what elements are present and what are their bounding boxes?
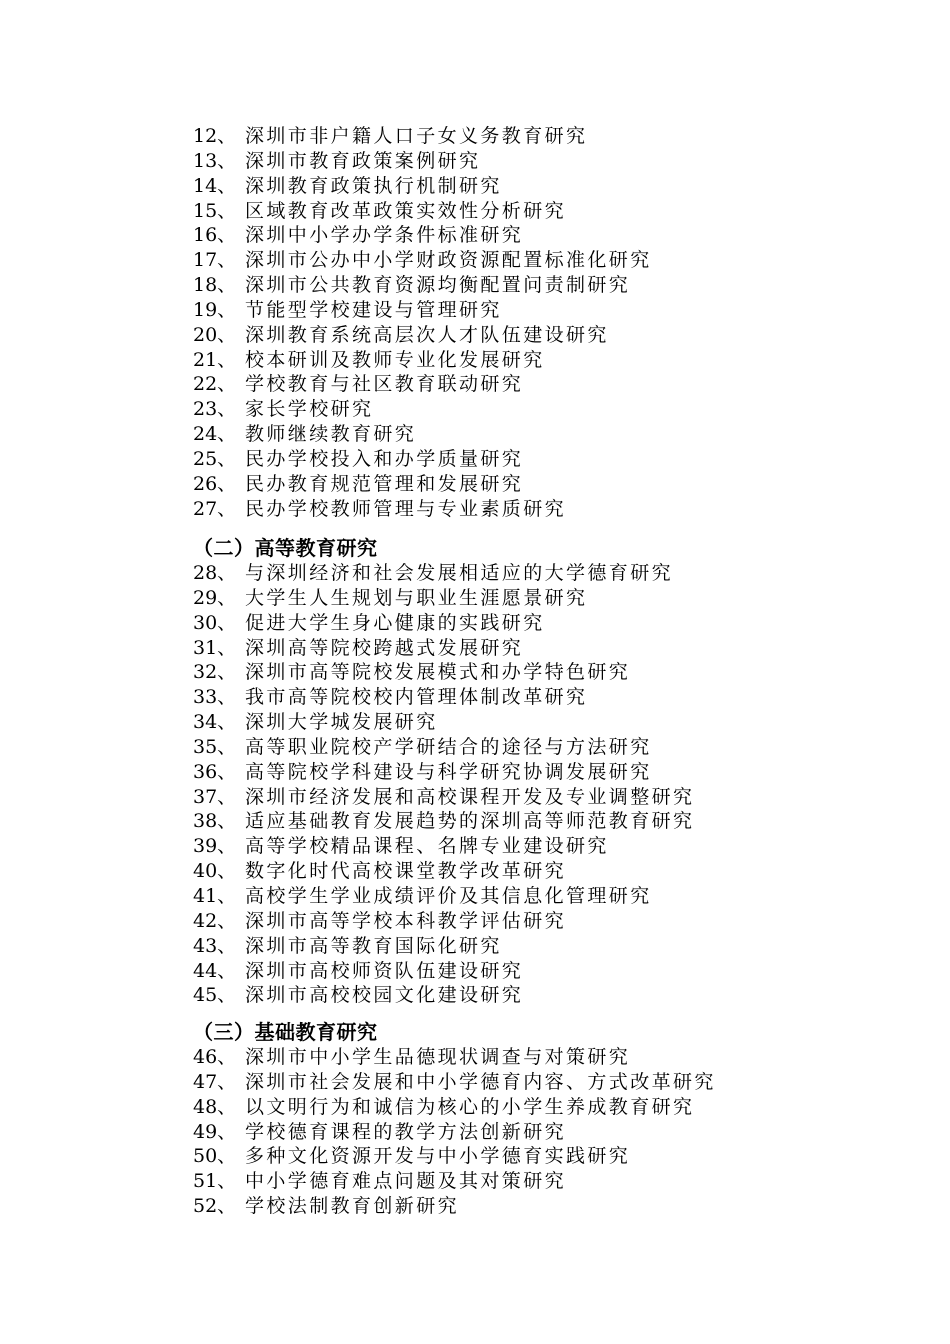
item-number: 23、 [193, 398, 237, 421]
list-item [193, 1194, 893, 1219]
item-text: 我市高等院校校内管理体制改革研究 [245, 686, 588, 709]
item-text: 深圳市高等学校本科教学评估研究 [245, 909, 567, 932]
item-number: 15、 [193, 199, 237, 222]
item-text: 以文明行为和诚信为核心的小学生养成教育研究 [245, 1095, 695, 1118]
item-text: 数字化时代高校课堂教学改革研究 [245, 860, 567, 883]
item-number: 45、 [193, 984, 237, 1007]
list-item [193, 472, 893, 497]
list-item [193, 248, 893, 273]
item-text: 适应基础教育发展趋势的深圳高等师范教育研究 [245, 810, 695, 833]
item-text: 深圳市教育政策案例研究 [245, 149, 481, 172]
list-item [193, 785, 893, 810]
item-number: 48、 [193, 1095, 237, 1118]
item-number: 51、 [193, 1170, 237, 1193]
list-item [193, 1169, 893, 1194]
item-text: 深圳市高等院校发展模式和办学特色研究 [245, 661, 631, 684]
list-item [193, 934, 893, 959]
list-item [193, 1120, 893, 1145]
item-text: 教师继续教育研究 [245, 423, 417, 446]
list-item [193, 1144, 893, 1169]
item-text: 深圳教育系统高层次人才队伍建设研究 [245, 323, 609, 346]
item-text: 深圳高等院校跨越式发展研究 [245, 636, 524, 659]
item-number: 22、 [193, 373, 237, 396]
item-text: 区域教育改革政策实效性分析研究 [245, 199, 567, 222]
list-item [193, 685, 893, 710]
list-item [193, 348, 893, 373]
list-item [193, 174, 893, 199]
item-text: 民办学校教师管理与专业素质研究 [245, 497, 567, 520]
item-text: 校本研训及教师专业化发展研究 [245, 348, 545, 371]
list-item [193, 447, 893, 472]
item-text: 深圳市经济发展和高校课程开发及专业调整研究 [245, 785, 695, 808]
section-basic-education [193, 1019, 893, 1219]
item-number: 31、 [193, 636, 237, 659]
item-number: 12、 [193, 125, 237, 147]
item-text: 深圳市中小学生品德现状调查与对策研究 [245, 1046, 631, 1068]
item-text: 深圳市非户籍人口子女义务教育研究 [245, 125, 588, 147]
list-item [193, 397, 893, 422]
item-text: 高等院校学科建设与科学研究协调发展研究 [245, 760, 652, 783]
list-item [193, 660, 893, 685]
item-text: 家长学校研究 [245, 398, 374, 421]
item-text: 中小学德育难点问题及其对策研究 [245, 1170, 567, 1193]
section-heading: （二）高等教育研究 [193, 536, 378, 560]
item-number: 16、 [193, 224, 237, 247]
item-number: 30、 [193, 611, 237, 634]
list-item [193, 611, 893, 636]
item-number: 50、 [193, 1145, 237, 1168]
list-item [193, 959, 893, 984]
list-item [193, 124, 893, 149]
research-topic-list-continued [193, 124, 893, 522]
item-text: 学校教育与社区教育联动研究 [245, 373, 524, 396]
list-item [193, 859, 893, 884]
item-text: 深圳市社会发展和中小学德育内容、方式改革研究 [245, 1070, 716, 1093]
list-item [193, 1095, 893, 1120]
item-number: 39、 [193, 835, 237, 858]
list-item [193, 1070, 893, 1095]
item-number: 25、 [193, 447, 237, 470]
item-text: 深圳教育政策执行机制研究 [245, 174, 502, 197]
list-item [193, 983, 893, 1008]
item-number: 43、 [193, 934, 237, 957]
item-number: 44、 [193, 959, 237, 982]
item-text: 民办学校投入和办学质量研究 [245, 447, 524, 470]
item-number: 41、 [193, 884, 237, 907]
section-higher-education [193, 535, 893, 1008]
item-number: 28、 [193, 562, 237, 584]
list-item [193, 735, 893, 760]
list-item [193, 1045, 893, 1070]
list-item [193, 199, 893, 224]
item-text: 多种文化资源开发与中小学德育实践研究 [245, 1145, 631, 1168]
list-item [193, 834, 893, 859]
item-number: 33、 [193, 686, 237, 709]
item-text: 大学生人生规划与职业生涯愿景研究 [245, 586, 588, 609]
item-text: 深圳大学城发展研究 [245, 711, 438, 734]
list-item [193, 372, 893, 397]
item-number: 20、 [193, 323, 237, 346]
list-item [193, 223, 893, 248]
item-number: 24、 [193, 423, 237, 446]
list-item [193, 323, 893, 348]
item-number: 52、 [193, 1195, 237, 1218]
item-text: 深圳市公共教育资源均衡配置问责制研究 [245, 274, 631, 297]
section-heading: （三）基础教育研究 [193, 1020, 378, 1044]
list-item [193, 149, 893, 174]
item-number: 32、 [193, 661, 237, 684]
item-number: 27、 [193, 497, 237, 520]
item-text: 学校法制教育创新研究 [245, 1195, 460, 1218]
item-number: 46、 [193, 1046, 237, 1068]
item-text: 学校德育课程的教学方法创新研究 [245, 1120, 567, 1143]
item-number: 35、 [193, 735, 237, 758]
list-item [193, 909, 893, 934]
item-text: 促进大学生身心健康的实践研究 [245, 611, 545, 634]
item-number: 26、 [193, 472, 237, 495]
list-item [193, 586, 893, 611]
item-text: 高校学生学业成绩评价及其信息化管理研究 [245, 884, 652, 907]
item-text: 深圳市公办中小学财政资源配置标准化研究 [245, 249, 652, 272]
list-item [193, 422, 893, 447]
item-number: 29、 [193, 586, 237, 609]
item-text: 与深圳经济和社会发展相适应的大学德育研究 [245, 562, 674, 584]
list-item [193, 497, 893, 522]
item-text: 高等职业院校产学研结合的途径与方法研究 [245, 735, 652, 758]
item-text: 高等学校精品课程、名牌专业建设研究 [245, 835, 609, 858]
item-number: 17、 [193, 249, 237, 272]
item-text: 节能型学校建设与管理研究 [245, 298, 502, 321]
item-number: 21、 [193, 348, 237, 371]
list-item [193, 760, 893, 785]
item-text: 民办教育规范管理和发展研究 [245, 472, 524, 495]
item-text: 深圳市高等教育国际化研究 [245, 934, 502, 957]
item-number: 34、 [193, 711, 237, 734]
item-number: 40、 [193, 860, 237, 883]
item-number: 14、 [193, 174, 237, 197]
item-text: 深圳市高校校园文化建设研究 [245, 984, 524, 1007]
item-number: 38、 [193, 810, 237, 833]
item-number: 36、 [193, 760, 237, 783]
list-item [193, 884, 893, 909]
item-number: 19、 [193, 298, 237, 321]
item-number: 13、 [193, 149, 237, 172]
list-item [193, 636, 893, 661]
item-number: 47、 [193, 1070, 237, 1093]
list-item [193, 809, 893, 834]
list-item [193, 561, 893, 586]
list-item [193, 273, 893, 298]
item-number: 18、 [193, 274, 237, 297]
list-item [193, 710, 893, 735]
item-number: 42、 [193, 909, 237, 932]
list-item [193, 298, 893, 323]
item-number: 37、 [193, 785, 237, 808]
item-number: 49、 [193, 1120, 237, 1143]
item-text: 深圳中小学办学条件标准研究 [245, 224, 524, 247]
item-text: 深圳市高校师资队伍建设研究 [245, 959, 524, 982]
